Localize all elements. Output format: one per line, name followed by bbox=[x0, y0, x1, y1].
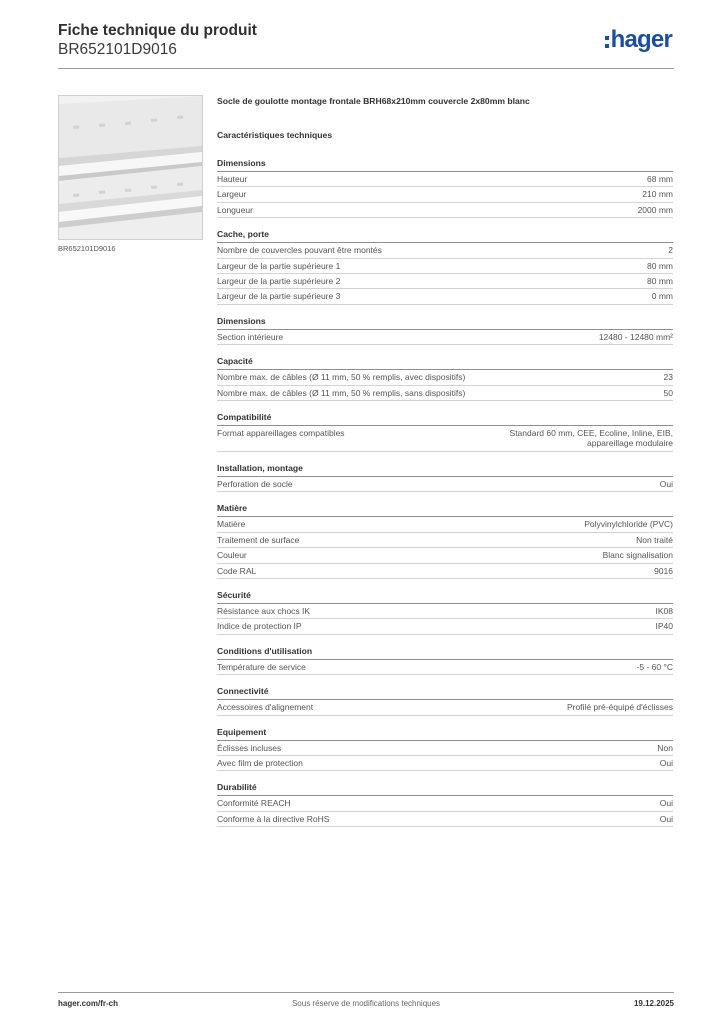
spec-label: Accessoires d'alignement bbox=[217, 702, 314, 713]
spec-label: Traitement de surface bbox=[217, 534, 300, 545]
spec-value: Non traité bbox=[636, 534, 673, 545]
footer-divider bbox=[58, 992, 674, 993]
product-details bbox=[217, 96, 673, 837]
spec-label: Code RAL bbox=[217, 565, 257, 576]
section-title: Cache, porte bbox=[217, 228, 673, 243]
spec-value: Non bbox=[657, 742, 673, 753]
spec-row bbox=[217, 700, 673, 715]
spec-row bbox=[217, 533, 673, 548]
spec-row bbox=[217, 370, 673, 385]
spec-section bbox=[217, 157, 673, 218]
section-title: Matière bbox=[217, 502, 673, 517]
section-title: Installation, montage bbox=[217, 462, 673, 477]
spec-section bbox=[217, 502, 673, 579]
section-title: Sécurité bbox=[217, 589, 673, 604]
spec-row bbox=[217, 660, 673, 675]
page-header bbox=[58, 22, 674, 68]
product-reference: BR652101D9016 bbox=[58, 41, 177, 58]
spec-label: Largeur de la partie supérieure 2 bbox=[217, 276, 341, 287]
spec-row bbox=[217, 756, 673, 771]
spec-section bbox=[217, 228, 673, 305]
spec-section bbox=[217, 781, 673, 827]
spec-label: Matière bbox=[217, 519, 246, 530]
spec-value: 9016 bbox=[654, 565, 673, 576]
spec-label: Nombre max. de câbles (Ø 11 mm, 50 % remplis, avec dispositifs) bbox=[217, 372, 466, 383]
spec-value: 80 mm bbox=[647, 260, 673, 271]
spec-label: Format appareillages compatibles bbox=[217, 428, 345, 439]
spec-row bbox=[217, 796, 673, 811]
spec-value: Oui bbox=[659, 757, 673, 768]
spec-row bbox=[217, 426, 673, 452]
spec-section bbox=[217, 645, 673, 675]
spec-section bbox=[217, 315, 673, 345]
spec-label: Largeur de la partie supérieure 3 bbox=[217, 291, 341, 302]
spec-value: 23 bbox=[663, 372, 673, 383]
header-divider bbox=[58, 68, 674, 69]
spec-value: Oui bbox=[659, 478, 673, 489]
footer-website[interactable]: hager.com/fr-ch bbox=[58, 999, 119, 1008]
spec-section bbox=[217, 589, 673, 635]
spec-row bbox=[217, 619, 673, 634]
spec-value: 50 bbox=[663, 387, 673, 398]
spec-row bbox=[217, 172, 673, 187]
footer-date: 19.12.2025 bbox=[633, 999, 674, 1008]
spec-label: Section intérieure bbox=[217, 331, 284, 342]
spec-value: Standard 60 mm, CEE, Ecoline, Inline, EIB, appareillage modulaire bbox=[509, 428, 673, 449]
spec-value: Oui bbox=[659, 798, 673, 809]
spec-label: Conforme à la directive RoHS bbox=[217, 813, 330, 824]
spec-value: 2 bbox=[668, 245, 673, 256]
product-image bbox=[58, 95, 203, 240]
spec-label: Indice de protection IP bbox=[217, 621, 302, 632]
section-title: Conditions d'utilisation bbox=[217, 645, 673, 660]
cable-trunking-illustration bbox=[59, 96, 202, 239]
section-title: Capacité bbox=[217, 355, 673, 370]
spec-section bbox=[217, 462, 673, 492]
section-title: Equipement bbox=[217, 726, 673, 741]
spec-row bbox=[217, 289, 673, 304]
section-title: Dimensions bbox=[217, 315, 673, 330]
hager-logo bbox=[605, 26, 672, 54]
product-title: Socle de goulotte montage frontale BRH68x210mm couvercle 2x80mm blanc bbox=[217, 96, 530, 106]
spec-row bbox=[217, 187, 673, 202]
spec-value: IP40 bbox=[655, 621, 673, 632]
spec-label: Largeur de la partie supérieure 1 bbox=[217, 260, 341, 271]
spec-label: Hauteur bbox=[217, 174, 248, 184]
characteristics-heading: Caractéristiques techniques bbox=[217, 130, 333, 140]
spec-label: Température de service bbox=[217, 661, 306, 672]
spec-value: 2000 mm bbox=[637, 204, 673, 215]
spec-value: -5 - 60 °C bbox=[636, 661, 673, 672]
section-title: Connectivité bbox=[217, 685, 673, 700]
spec-row bbox=[217, 517, 673, 532]
logo-text: hager bbox=[610, 26, 672, 53]
spec-row bbox=[217, 243, 673, 258]
image-caption: BR652101D9016 bbox=[58, 244, 116, 253]
spec-value: Oui bbox=[659, 813, 673, 824]
spec-row bbox=[217, 330, 673, 345]
spec-value: Profilé pré-équipé d'éclisses bbox=[566, 702, 673, 713]
spec-label: Conformité REACH bbox=[217, 798, 291, 809]
section-title: Compatibilité bbox=[217, 411, 673, 426]
spec-value: 12480 - 12480 mm² bbox=[598, 331, 673, 342]
spec-section bbox=[217, 355, 673, 401]
spec-value: IK08 bbox=[655, 605, 673, 616]
spec-value: 80 mm bbox=[647, 276, 673, 287]
document-title: Fiche technique du produit bbox=[58, 22, 257, 39]
spec-label: Perforation de socle bbox=[217, 478, 293, 489]
spec-label: Nombre max. de câbles (Ø 11 mm, 50 % remplis, sans dispositifs) bbox=[217, 387, 466, 398]
spec-label: Avec film de protection bbox=[217, 757, 303, 768]
spec-row bbox=[217, 274, 673, 289]
characteristics-sections bbox=[217, 157, 673, 827]
spec-row bbox=[217, 564, 673, 579]
spec-row bbox=[217, 386, 673, 401]
spec-label: Éclisses incluses bbox=[217, 742, 282, 753]
spec-label: Couleur bbox=[217, 550, 247, 561]
spec-row bbox=[217, 203, 673, 218]
spec-row bbox=[217, 259, 673, 274]
spec-value: Blanc signalisation bbox=[602, 550, 673, 561]
spec-section bbox=[217, 411, 673, 452]
spec-label: Longueur bbox=[217, 204, 253, 215]
spec-label: Largeur bbox=[217, 189, 247, 200]
spec-row bbox=[217, 812, 673, 827]
spec-label: Résistance aux chocs IK bbox=[217, 605, 311, 616]
spec-label: Nombre de couvercles pouvant être montés bbox=[217, 245, 382, 256]
spec-value: 210 mm bbox=[642, 189, 673, 200]
spec-value: 0 mm bbox=[651, 291, 673, 302]
spec-row bbox=[217, 548, 673, 563]
logo-dots-icon bbox=[605, 36, 609, 48]
spec-value: 68 mm bbox=[647, 174, 673, 184]
spec-row bbox=[217, 477, 673, 492]
spec-section bbox=[217, 685, 673, 715]
spec-row bbox=[217, 741, 673, 756]
spec-row bbox=[217, 604, 673, 619]
spec-section bbox=[217, 726, 673, 772]
footer-disclaimer: Sous réserve de modifications techniques bbox=[291, 999, 441, 1008]
section-title: Durabilité bbox=[217, 781, 673, 796]
spec-value: Polyvinylchloride (PVC) bbox=[584, 519, 673, 530]
section-title: Dimensions bbox=[217, 157, 673, 172]
